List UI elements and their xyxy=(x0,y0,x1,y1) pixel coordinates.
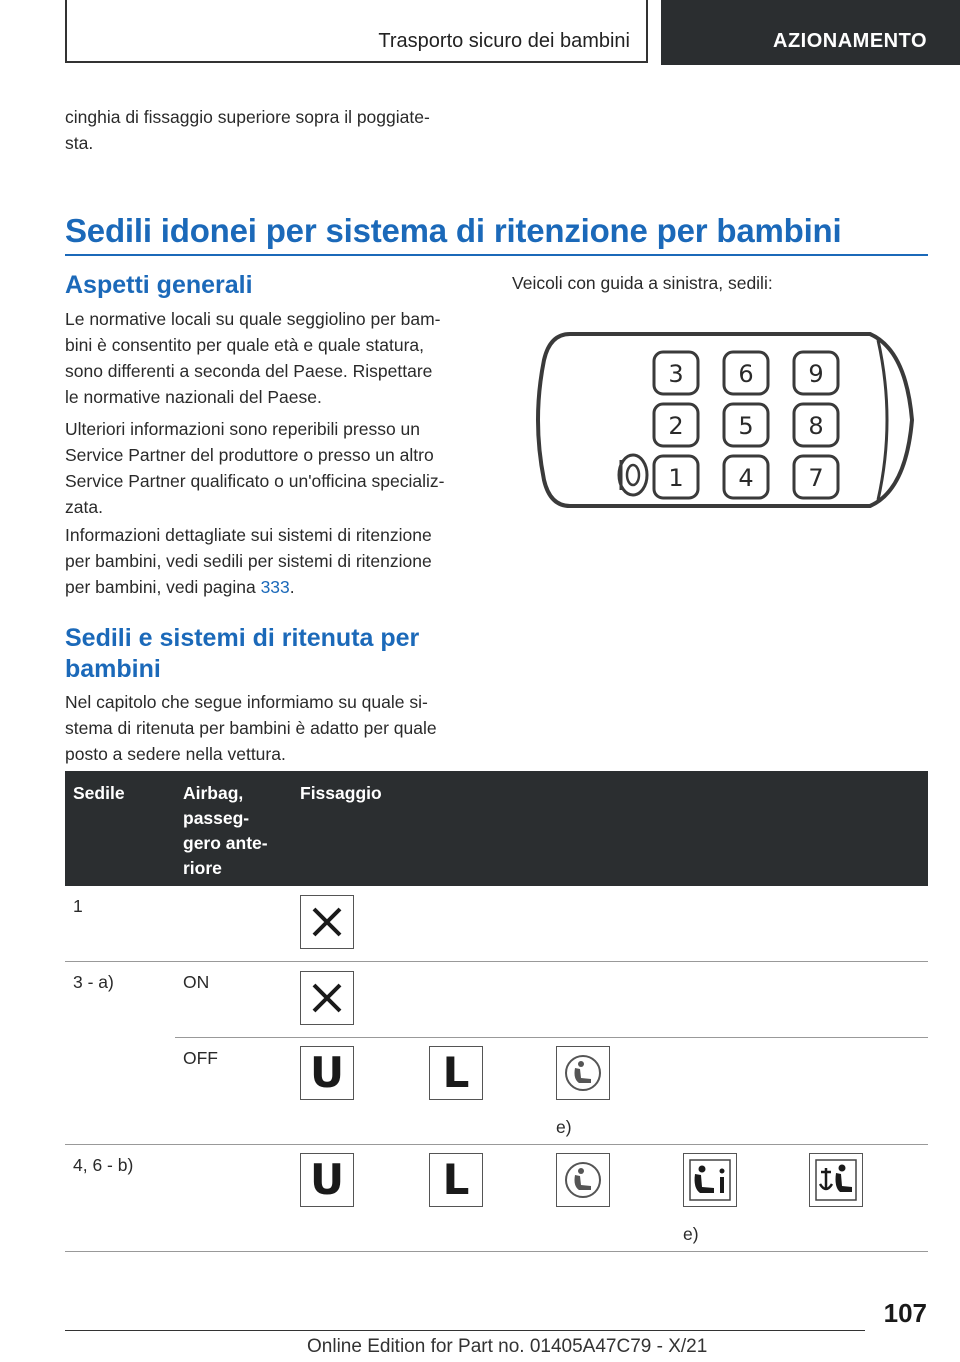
cross-icon xyxy=(300,971,354,1025)
seat-grid xyxy=(654,352,838,498)
general-paragraph-1: Le normative locali su quale seggiolino per bam- bini è consentito per quale età e quale statura, sono differenti a seconda del Paese. Rispettare le normative nazionali del Paese. xyxy=(65,309,441,407)
seats-section-text: Nel capitolo che segue informiamo su quale si- stema di ritenuta per bambini è adatto per quale posto a sedere nella vettura. xyxy=(65,692,437,764)
table-header xyxy=(65,771,928,886)
steering-wheel-icon xyxy=(619,455,647,495)
row3-note: e) xyxy=(556,1117,572,1137)
diagram-caption: Veicoli con guida a sinistra, sedili: xyxy=(512,273,773,293)
seat-number-4: 4 xyxy=(738,464,754,492)
seats-section-title: Sedili e sistemi di ritenuta per bambini xyxy=(65,624,420,683)
row-divider xyxy=(65,1251,928,1252)
footer-rule xyxy=(65,1330,865,1331)
col-header-airbag: Airbag, passeg- gero ante- riore xyxy=(183,783,268,878)
seat-number-9: 9 xyxy=(808,360,824,388)
row1-seat: 1 xyxy=(73,896,83,916)
heading-rule xyxy=(65,254,928,256)
edition-note: Online Edition for Part no. 01405A47C79 - X/21 xyxy=(307,1336,708,1357)
seat-layout-diagram xyxy=(530,320,920,520)
seat-number-2: 2 xyxy=(668,412,684,440)
seat-number-8: 8 xyxy=(808,412,824,440)
semi-universal-l-icon: L xyxy=(429,1153,483,1207)
row2-airbag: ON xyxy=(183,972,210,992)
cross-icon xyxy=(300,895,354,949)
universal-u-icon: U xyxy=(300,1046,354,1100)
general-title: Aspetti generali xyxy=(65,271,253,299)
seat-number-5: 5 xyxy=(738,412,754,440)
child-seat-icon xyxy=(556,1153,610,1207)
row4-seat: 4, 6 - b) xyxy=(73,1155,134,1175)
chapter-tab: AZIONAMENTO xyxy=(661,0,960,65)
seat-number-3: 3 xyxy=(668,360,684,388)
child-seat-anchor-icon xyxy=(809,1153,863,1207)
section-title: Trasporto sicuro dei bambini xyxy=(378,30,630,52)
row2-seat: 3 - a) xyxy=(73,972,114,992)
seat-number-7: 7 xyxy=(808,464,824,492)
universal-u-icon: U xyxy=(300,1153,354,1207)
seat-number-6: 6 xyxy=(738,360,754,388)
col-header-fixing: Fissaggio xyxy=(300,783,382,803)
semi-universal-l-icon: L xyxy=(429,1046,483,1100)
row4-note: e) xyxy=(683,1224,699,1244)
page-link-333[interactable]: 333 xyxy=(260,577,290,597)
general-paragraph-2: Ulteriori informazioni sono reperibili presso un Service Partner del produttore o presso un altro Service Partner qualificato o un'officina specializ- zata. xyxy=(65,419,445,517)
row3-airbag: OFF xyxy=(183,1048,218,1068)
general-paragraph-3: Informazioni dettagliate sui sistemi di ritenzione per bambini, vedi sedili per sistemi di ritenzione per bambini, vedi pagina 333. xyxy=(65,525,432,597)
row-divider xyxy=(65,1144,928,1145)
col-header-seat: Sedile xyxy=(73,783,125,803)
child-seat-icon xyxy=(556,1046,610,1100)
row-divider xyxy=(175,1037,928,1038)
intro-text: cinghia di fissaggio superiore sopra il poggiate- sta. xyxy=(65,107,430,153)
child-seat-info-icon xyxy=(683,1153,737,1207)
seat-number-1: 1 xyxy=(668,464,684,492)
page-number: 107 xyxy=(883,1298,927,1328)
row-divider xyxy=(65,961,928,962)
page-heading: Sedili idonei per sistema di ritenzione per bambini xyxy=(65,212,842,249)
